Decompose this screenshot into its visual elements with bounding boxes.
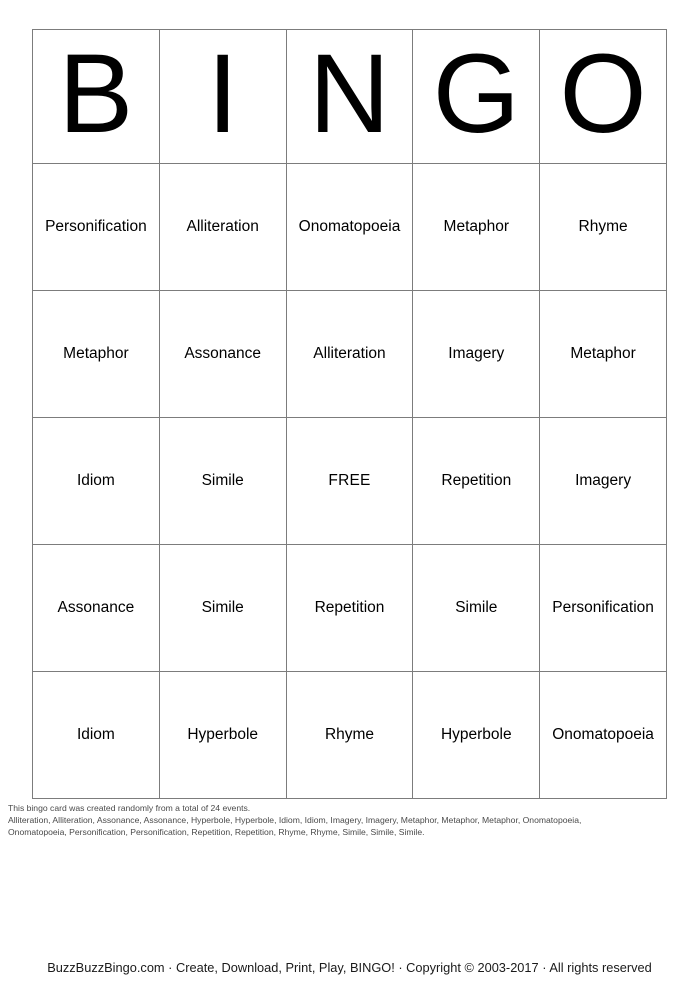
bingo-free-label: FREE — [328, 472, 371, 490]
bingo-cell-label: Rhyme — [578, 218, 628, 236]
bingo-cell-label: Alliteration — [313, 345, 386, 363]
header-cell-g — [413, 30, 540, 164]
header-letter-b: B — [58, 30, 134, 156]
bingo-cell-label: Imagery — [448, 345, 505, 363]
bingo-cell-label: Metaphor — [570, 345, 636, 363]
header-cell-o — [540, 30, 667, 164]
header-cell-i — [159, 30, 286, 164]
header-cell-n — [286, 30, 413, 164]
bingo-cell[interactable] — [286, 545, 413, 672]
bingo-cell[interactable] — [33, 291, 160, 418]
bingo-cell[interactable] — [413, 291, 540, 418]
bingo-cell-label: Onomatopoeia — [552, 726, 654, 744]
footer-text: BuzzBuzzBingo.com · Create, Download, Print, Play, BINGO! · Copyright © 2003-2017 · All rights reserved — [47, 960, 652, 975]
bingo-row — [33, 291, 667, 418]
bingo-cell-label: Repetition — [441, 472, 512, 490]
bingo-row — [33, 545, 667, 672]
bingo-cell[interactable] — [413, 164, 540, 291]
bingo-cell[interactable] — [286, 291, 413, 418]
page-footer — [0, 960, 699, 976]
header-letter-n: N — [309, 30, 390, 156]
bingo-cell-label: Hyperbole — [187, 726, 259, 744]
bingo-row — [33, 164, 667, 291]
bingo-cell[interactable] — [159, 672, 286, 799]
bingo-cell[interactable] — [159, 164, 286, 291]
bingo-grid — [32, 29, 667, 799]
bingo-header-row — [33, 30, 667, 164]
bingo-cell[interactable] — [33, 672, 160, 799]
bingo-card — [32, 29, 667, 794]
bingo-cell[interactable] — [413, 672, 540, 799]
legend-events-line-1: Alliteration, Alliteration, Assonance, Assonance, Hyperbole, Hyperbole, Idiom, Idiom, Imagery, Imagery, Metaphor, Metaphor, Metaphor, Onomatopoeia, — [8, 815, 582, 826]
bingo-cell-label: Idiom — [76, 726, 115, 744]
bingo-cell-label: Metaphor — [443, 218, 510, 236]
header-letter-i: I — [207, 30, 239, 156]
bingo-cell[interactable] — [540, 164, 667, 291]
bingo-cell-label: Simile — [201, 599, 244, 617]
bingo-cell-label: Assonance — [57, 599, 135, 617]
legend-events-line-2: Onomatopoeia, Personification, Personification, Repetition, Repetition, Rhyme, Rhyme, Simile, Simile, Simile. — [8, 827, 425, 838]
bingo-cell-label: Personification — [45, 218, 147, 236]
bingo-row — [33, 672, 667, 799]
bingo-cell[interactable] — [159, 291, 286, 418]
header-letter-g: G — [432, 30, 520, 156]
bingo-cell-label: Simile — [201, 472, 244, 490]
bingo-cell-free[interactable] — [286, 418, 413, 545]
bingo-row — [33, 418, 667, 545]
bingo-cell-label: Rhyme — [324, 726, 375, 744]
bingo-cell-label: Hyperbole — [440, 726, 512, 744]
bingo-cell-label: Assonance — [184, 345, 262, 363]
bingo-cell[interactable] — [159, 545, 286, 672]
bingo-cell-label: Alliteration — [186, 218, 259, 236]
bingo-cell[interactable] — [33, 545, 160, 672]
bingo-cell-label: Personification — [552, 599, 654, 617]
bingo-cell-label: Metaphor — [63, 345, 129, 363]
bingo-cell[interactable] — [540, 291, 667, 418]
legend-summary: This bingo card was created randomly from a total of 24 events. — [8, 803, 251, 813]
header-letter-o: O — [559, 30, 647, 156]
bingo-cell-label: Onomatopoeia — [298, 218, 401, 236]
bingo-cell-label: Repetition — [314, 599, 385, 617]
bingo-cell[interactable] — [286, 164, 413, 291]
bingo-cell-label: Idiom — [76, 472, 115, 490]
bingo-cell-label: Simile — [455, 599, 498, 617]
bingo-cell[interactable] — [33, 164, 160, 291]
bingo-cell[interactable] — [286, 672, 413, 799]
bingo-cell[interactable] — [540, 672, 667, 799]
bingo-cell[interactable] — [413, 545, 540, 672]
bingo-cell[interactable] — [33, 418, 160, 545]
bingo-cell-label: Imagery — [575, 472, 632, 490]
bingo-cell[interactable] — [413, 418, 540, 545]
header-cell-b — [33, 30, 160, 164]
bingo-cell[interactable] — [159, 418, 286, 545]
bingo-legend — [8, 802, 668, 839]
bingo-cell[interactable] — [540, 418, 667, 545]
bingo-cell[interactable] — [540, 545, 667, 672]
